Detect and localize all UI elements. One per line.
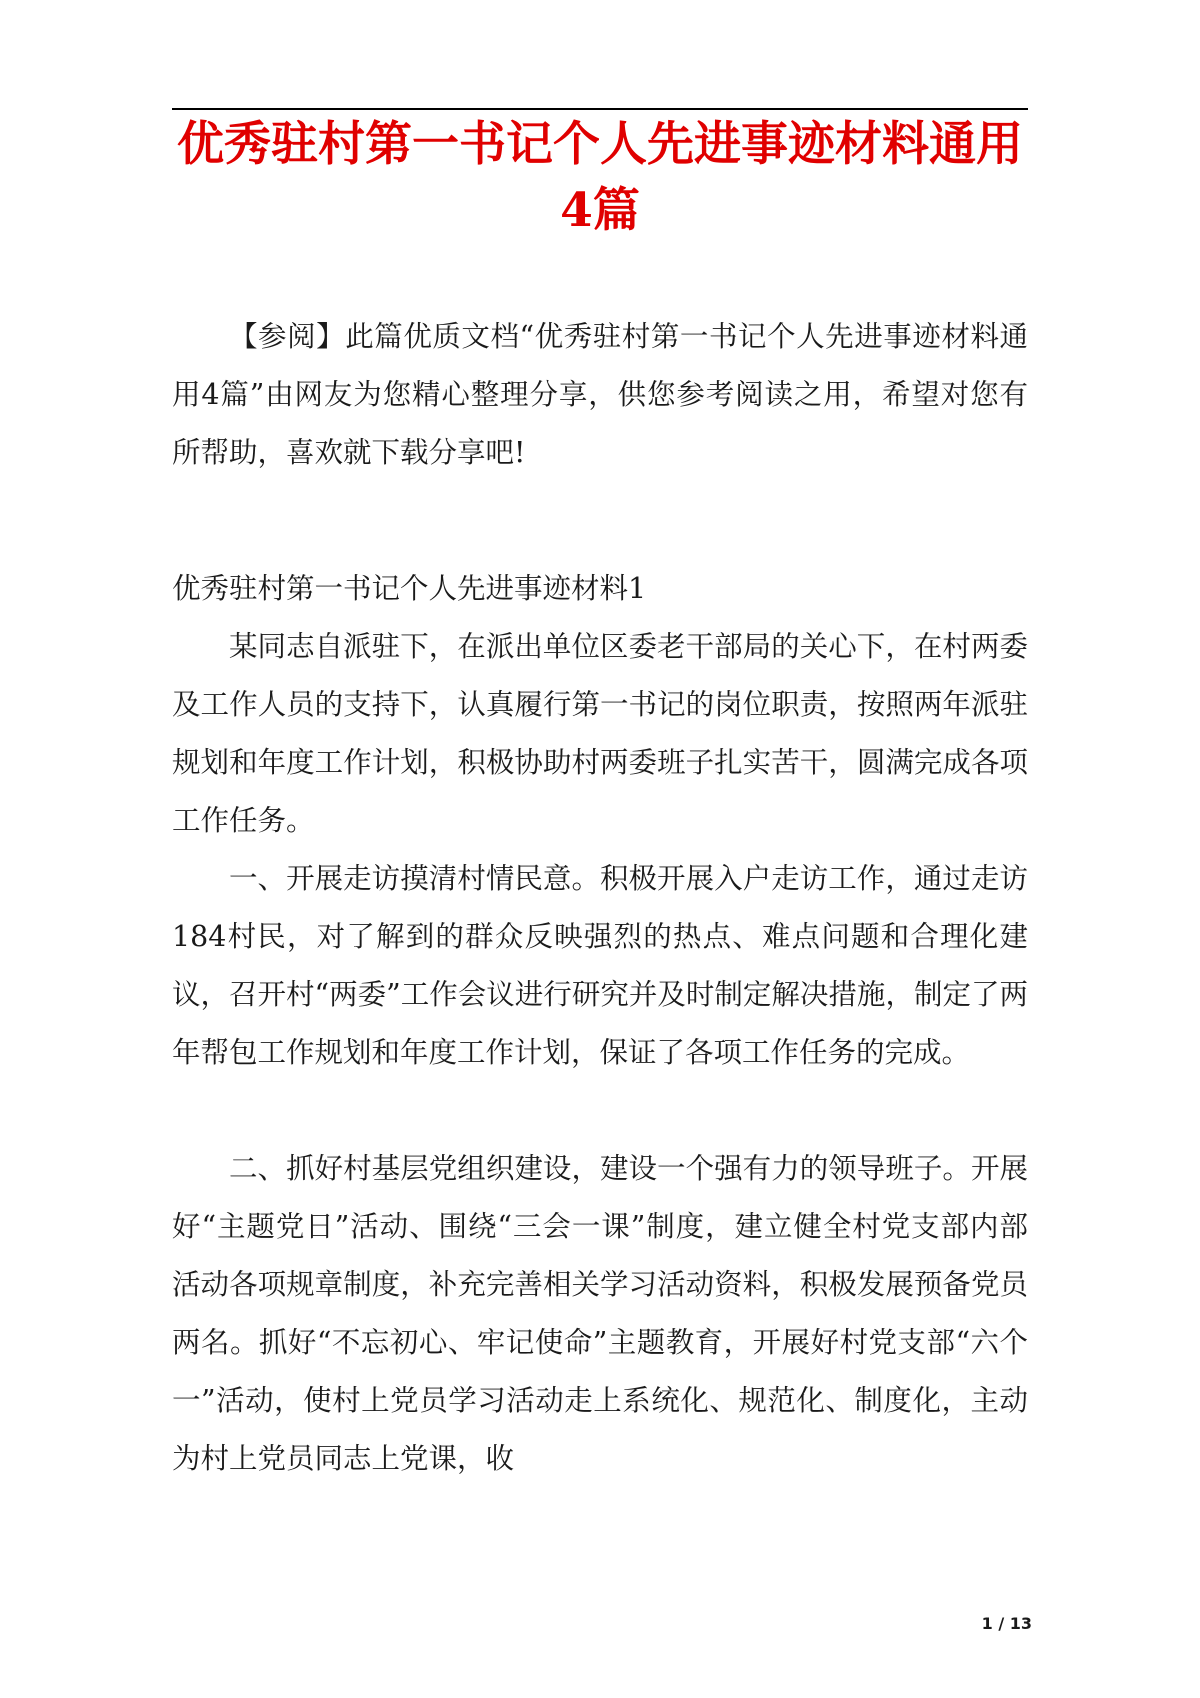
- intro-paragraph: 【参阅】此篇优质文档“优秀驻村第一书记个人先进事迹材料通用4篇”由网友为您精心整理分享，供您参考阅读之用，希望对您有所帮助，喜欢就下载分享吧!: [172, 320, 1028, 469]
- body-paragraph-2: 一、开展走访摸清村情民意。积极开展入户走访工作，通过走访184村民，对了解到的群众反映强烈的热点、难点问题和合理化建议，召开村“两委”工作会议进行研究并及时制定解决措施，制定了两年帮包工作规划和年度工作计划，保证了各项工作任务的完成。: [172, 862, 1028, 1069]
- section-heading: 优秀驻村第一书记个人先进事迹材料1: [172, 572, 647, 605]
- page-indicator: 1 / 13: [981, 1614, 1032, 1633]
- document-title: 优秀驻村第一书记个人先进事迹材料通用4篇: [177, 117, 1023, 238]
- body-paragraph-3: 二、抓好村基层党组织建设，建设一个强有力的领导班子。开展好“主题党日”活动、围绕“三会一课”制度，建立健全村党支部内部活动各项规章制度，补充完善相关学习活动资料，积极发展预备党员两名。抓好“不忘初心、牢记使命”主题教育，开展好村党支部“六个一”活动，使村上党员学习活动走上系统化、规范化、制度化，主动为村上党员同志上党课，收: [172, 1152, 1028, 1475]
- header-rule: [172, 108, 1028, 110]
- body-paragraph-1: 某同志自派驻下，在派出单位区委老干部局的关心下，在村两委及工作人员的支持下，认真履行第一书记的岗位职责，按照两年派驻规划和年度工作计划，积极协助村两委班子扎实苦干，圆满完成各项工作任务。: [172, 630, 1028, 837]
